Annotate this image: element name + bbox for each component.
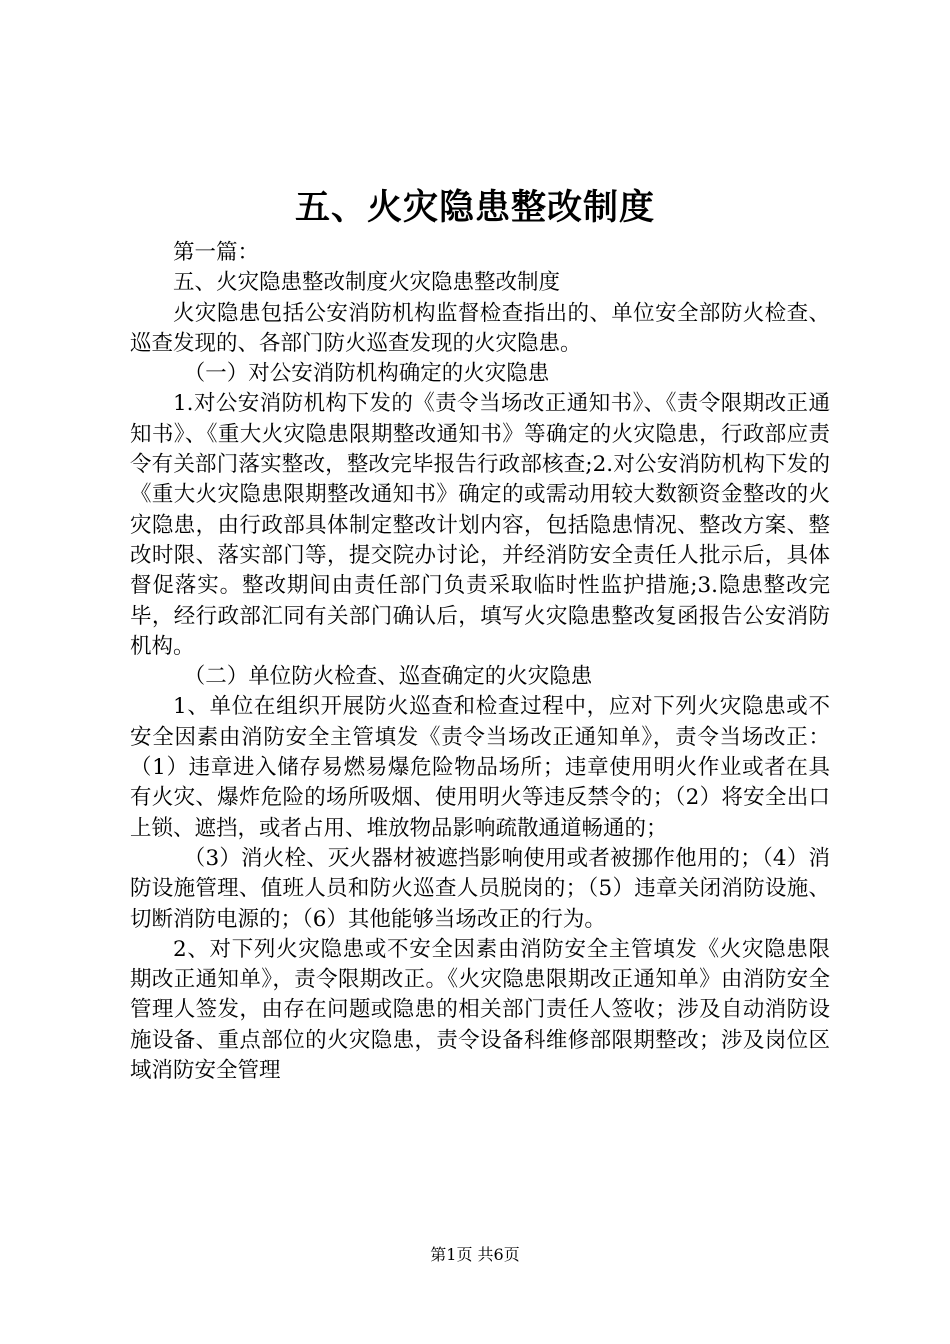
paragraph: 第一篇： xyxy=(173,240,260,265)
paragraph: 1、单位在组织开展防火巡查和检查过程中，应对下列火灾隐患或不安全因素由消防安全主管填发《责令当场改正通知单》，责令当场改正：（1）违章进入储存易燃易爆危险物品场所；违章使用明火作业或者在具有火灾、爆炸危险的场所吸烟、使用明火等违反禁令的；（2）将安全出口上锁、遮挡，或者占用、堆放物品影响疏散通道畅通的； xyxy=(130,694,830,841)
paragraph: （一）对公安消防机构确定的火灾隐患 xyxy=(183,361,550,387)
paragraph: 火灾隐患包括公安消防机构监督检查指出的、单位安全部防火检查、巡查发现的、各部门防火巡查发现的火灾隐患。 xyxy=(130,300,830,356)
page-footer: 第1页 共6页 xyxy=(430,1245,520,1264)
paragraph: 2、对下列火灾隐患或不安全因素由消防安全主管填发《火灾隐患限期改正通知单》，责令限期改正。《火灾隐患限期改正通知单》由消防安全管理人签发，由存在问题或隐患的相关部门责任人签收；涉及自动消防设施设备、重点部位的火灾隐患，责令设备科维修部限期整改；涉及岗位区域消防安全管理 xyxy=(130,936,830,1084)
paragraph: （二）单位防火检查、巡查确定的火灾隐患 xyxy=(183,664,593,690)
paragraph: 五、火灾隐患整改制度火灾隐患整改制度 xyxy=(173,270,561,296)
paragraph: 1.对公安消防机构下发的《责令当场改正通知书》、《责令限期改正通知书》、《重大火灾隐患限期整改通知书》等确定的火灾隐患，行政部应责令有关部门落实整改，整改完毕报告行政部核查;2.对公安消防机构下发的《重大火灾隐患限期整改通知书》确定的或需动用较大数额资金整改的火灾隐患，由行政部具体制定整改计划内容，包括隐患情况、整改方案、整改时限、落实部门等，提交院办讨论，并经消防安全责任人批示后，具体督促落实。整改期间由责任部门负责采取临时性监护措施;3.隐患整改完毕，经行政部汇同有关部门确认后，填写火灾隐患整改复函报告公安消防机构。 xyxy=(130,391,830,659)
document-title: 五、火灾隐患整改制度 xyxy=(294,187,655,228)
document-body xyxy=(130,238,830,1086)
paragraph: （3）消火栓、灭火器材被遮挡影响使用或者被挪作他用的；（4）消防设施管理、值班人员和防火巡查人员脱岗的；（5）违章关闭消防设施、切断消防电源的；（6）其他能够当场改正的行为。 xyxy=(130,845,830,932)
